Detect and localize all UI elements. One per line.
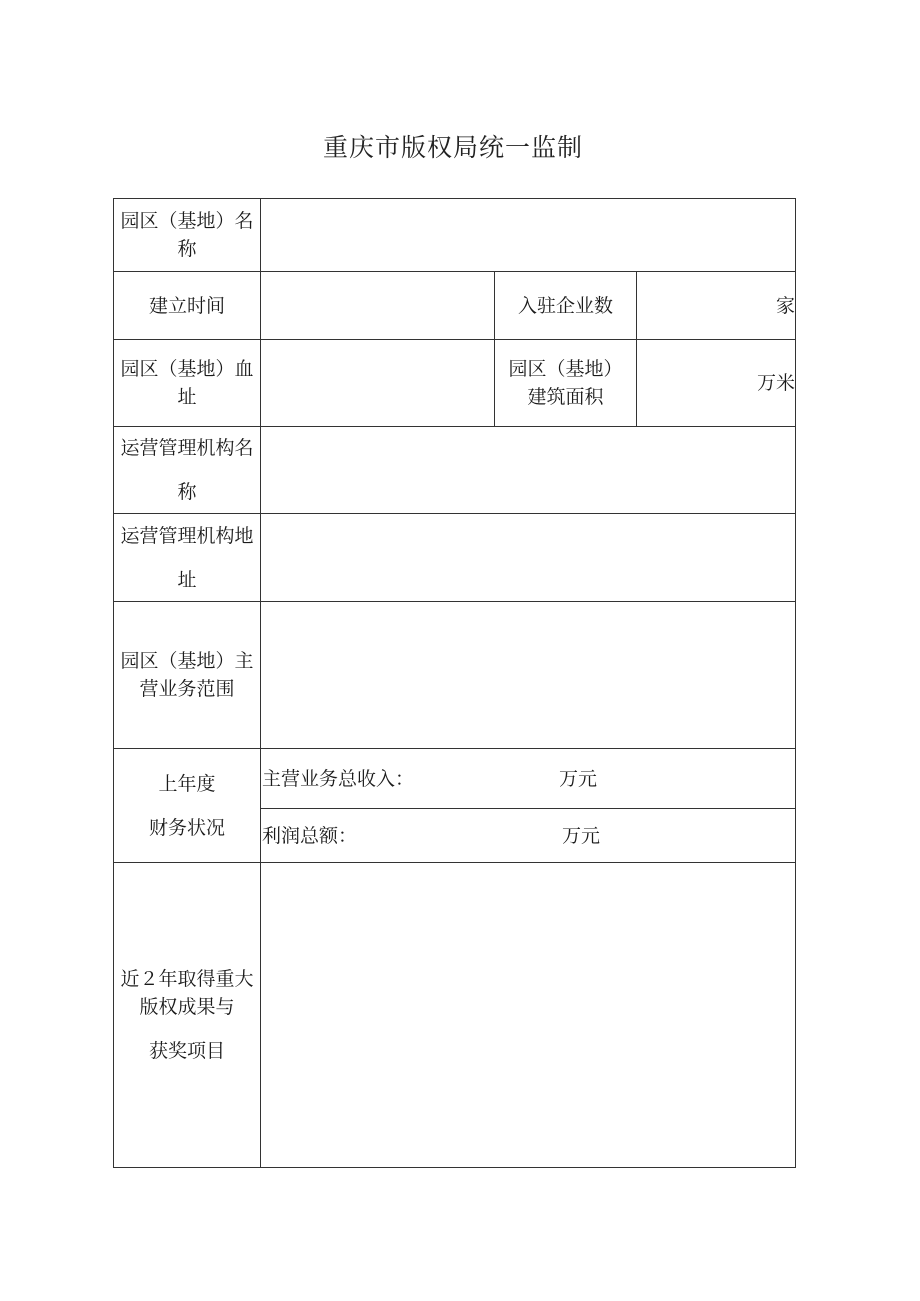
operator-address-label-line2: 址 [177,568,197,591]
operator-address-label-line1: 运营管理机构地 [120,524,254,547]
row-park-address [114,340,796,427]
operator-address-label [114,514,261,602]
park-name-label-line2: 称 [177,238,197,260]
park-address-field[interactable] [261,340,495,427]
building-area-field[interactable] [637,340,796,427]
established-label: 建立时间 [114,272,261,340]
achievements-label-line3: 获奖项目 [148,1040,225,1062]
revenue-unit: 万元 [559,767,598,790]
operator-address-field[interactable] [261,514,796,602]
building-area-unit: 万米 [757,372,796,394]
row-business-scope [114,602,796,749]
finance-label [114,749,261,863]
profit-unit: 万元 [562,824,601,847]
finance-label-line1: 上年度 [158,772,216,795]
operator-name-label-line2: 称 [177,481,197,503]
park-name-field[interactable] [261,199,796,272]
achievements-label-line2: 版权成果与 [139,996,235,1018]
page-title: 重庆市版权局统一监制 [322,133,583,162]
achievements-field[interactable] [261,863,796,1168]
finance-label-line2: 财务状况 [148,816,225,839]
achievements-label [114,863,261,1168]
enterprises-field[interactable] [637,272,796,340]
row-established [114,272,796,340]
park-address-label-line2: 址 [177,386,197,408]
row-operator-name [114,427,796,514]
building-area-label-line2: 建筑面积 [527,386,604,408]
profit-label: 利润总额： [262,824,358,847]
business-scope-label-line2: 营业务范围 [139,678,235,700]
profit-field[interactable] [261,809,796,863]
park-name-label [114,199,261,272]
revenue-field[interactable] [261,749,796,809]
established-field[interactable] [261,272,495,340]
park-address-label-line1: 园区（基地）血 [120,358,254,380]
building-area-label-line1: 园区（基地） [508,358,623,380]
revenue-label: 主营业务总收入： [262,767,415,790]
row-finance-revenue [114,749,796,809]
operator-name-field[interactable] [261,427,796,514]
enterprises-label: 入驻企业数 [495,272,637,340]
business-scope-label [114,602,261,749]
achievements-label-line1: 近２年取得重大 [120,968,254,990]
building-area-label [495,340,637,427]
row-achievements [114,863,796,1168]
business-scope-field[interactable] [261,602,796,749]
enterprises-unit: 家 [776,294,796,317]
registration-form-table [113,198,796,1168]
row-operator-address [114,514,796,602]
operator-name-label [114,427,261,514]
operator-name-label-line1: 运营管理机构名 [120,437,254,459]
business-scope-label-line1: 园区（基地）主 [120,650,254,672]
row-park-name [114,199,796,272]
park-name-label-line1: 园区（基地）名 [120,210,254,232]
park-address-label [114,340,261,427]
